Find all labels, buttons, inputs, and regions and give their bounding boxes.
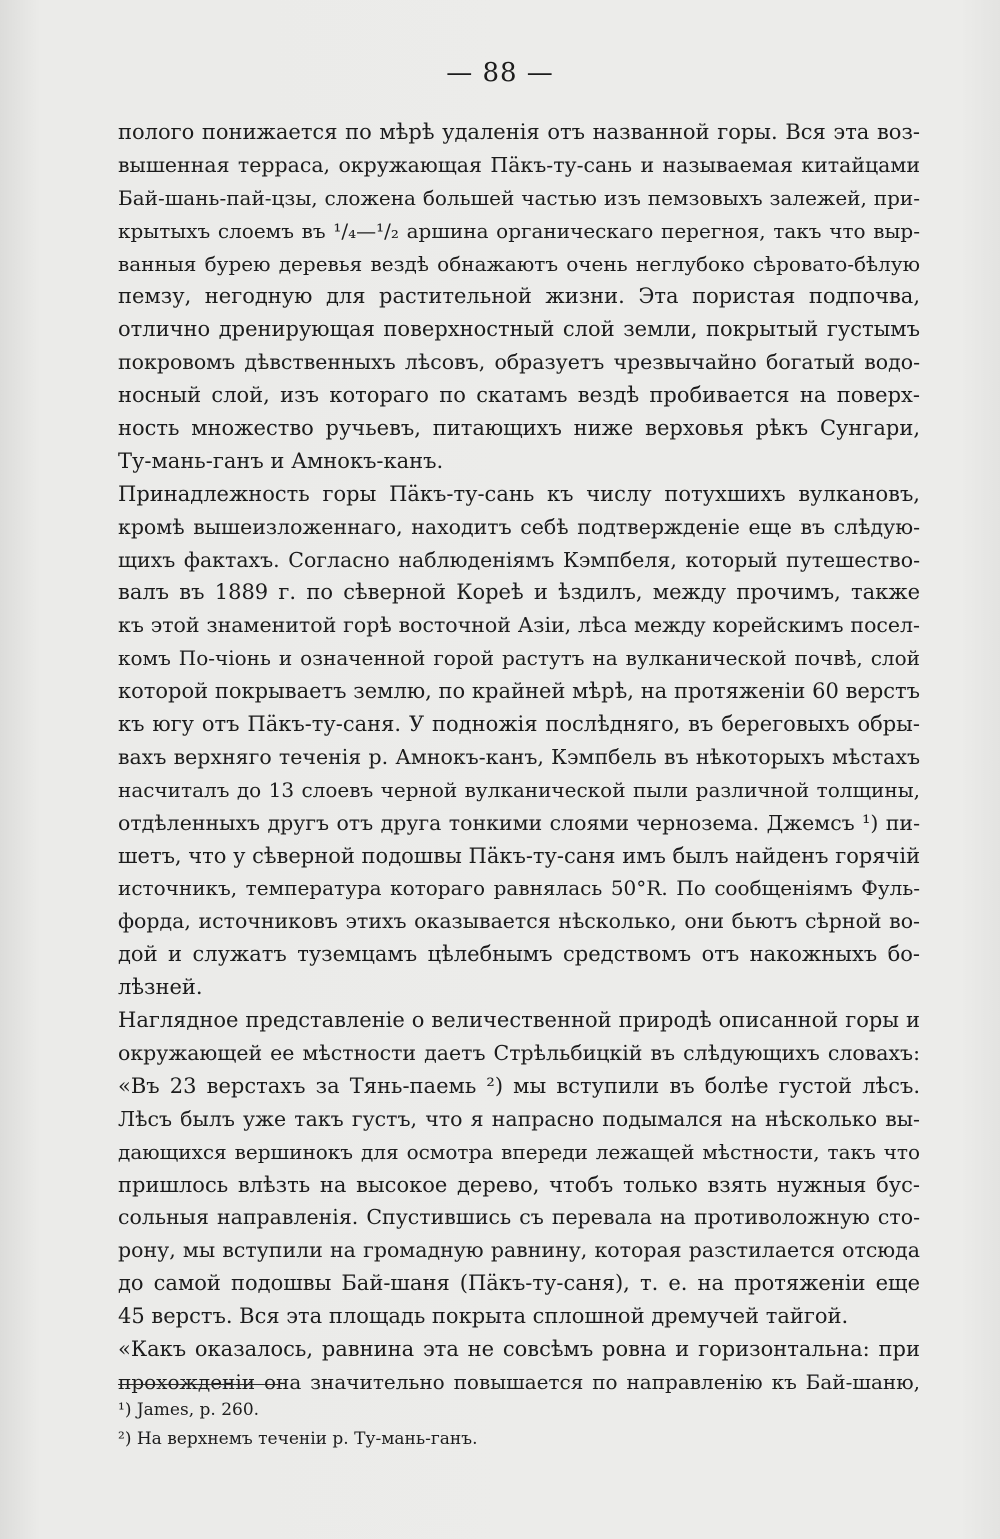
text-line: лѣзней. bbox=[118, 975, 203, 1000]
text-line: сольныя направленія. Спустившись съ перевала на противоложную сто- bbox=[118, 1205, 920, 1230]
text-line: пемзу, негодную для растительной жизни. Эта пористая подпочва, bbox=[118, 284, 920, 309]
text-line: ванныя бурею деревья вездѣ обнажаютъ очень неглубоко сѣровато-бѣлую bbox=[118, 251, 920, 276]
text-line: «Какъ оказалось, равнина эта не совсѣмъ ровна и горизонтальна: при bbox=[118, 1336, 920, 1361]
text-line: пологo понижается по мѣрѣ удаленія отъ названной горы. Вся эта воз- bbox=[118, 120, 920, 144]
text-line: къ югу отъ Пӓкъ-ту-саня. У подножія послѣдняго, въ береговыхъ обры- bbox=[118, 712, 920, 737]
text-line: «Въ 23 верстахъ за Тянь-паемь ²) мы вступили въ болѣе густой лѣсъ. bbox=[118, 1073, 920, 1098]
footnote-divider bbox=[118, 1384, 278, 1385]
text-line: Ту-мань-ганъ и Амнокъ-канъ. bbox=[118, 448, 444, 473]
footnotes bbox=[118, 1396, 918, 1454]
text-line: насчиталъ до 13 слоевъ черной вулканической пыли различной толщины, bbox=[118, 777, 920, 802]
text-line: отдѣленныхъ другъ отъ друга тонкими слоями чернозема. Джемсъ ¹) пи- bbox=[118, 810, 920, 835]
footnote: ²) На верхнемъ теченіи р. Ту-мань-ганъ. bbox=[118, 1429, 478, 1449]
text-line: отлично дренирующая поверхностный слой земли, покрытый густымъ bbox=[118, 317, 920, 342]
text-line: къ этой знаменитой горѣ восточной Азіи, лѣса между корейскимъ посел- bbox=[118, 613, 920, 638]
text-line: до самой подошвы Бай-шаня (Пӓкъ-ту-саня), т. е. на протяженіи еще bbox=[118, 1271, 920, 1296]
text-line: покровомъ дѣвственныхъ лѣсовъ, образуетъ чрезвычайно богатый водо- bbox=[118, 350, 920, 375]
text-line: Лѣсъ былъ уже такъ густъ, что я напрасно подымался на нѣсколько вы- bbox=[118, 1106, 920, 1131]
text-line: кромѣ вышеизложеннаго, находитъ себѣ подтвержденіе еще въ слѣдую- bbox=[118, 514, 920, 539]
text-line: комъ По-чіонь и означенной горой растутъ на вулканической почвѣ, слой bbox=[118, 646, 920, 671]
text-line: окружающей ее мѣстности даетъ Стрѣльбицкій въ слѣдующихъ словахъ: bbox=[118, 1040, 920, 1065]
text-line: форда, источниковъ этихъ оказывается нѣсколько, они бьютъ сѣрной во- bbox=[118, 909, 920, 934]
text-line: которой покрываетъ землю, по крайней мѣрѣ, на протяженіи 60 верстъ bbox=[118, 679, 920, 704]
footnote: ¹) James, p. 260. bbox=[118, 1400, 260, 1420]
text-line: дой и служатъ туземцамъ цѣлебнымъ средствомъ отъ накожныхъ бо- bbox=[118, 942, 920, 967]
text-line: Бай-шань-пай-цзы, сложена большей частью изъ пемзовыхъ залежей, при- bbox=[118, 185, 920, 210]
body-text bbox=[118, 116, 920, 1399]
text-line: 45 верстъ. Вся эта площадь покрыта сплошной дремучей тайгой. bbox=[118, 1304, 849, 1329]
text-line: пришлось влѣзть на высокое дерево, чтобъ только взять нужныя бус- bbox=[118, 1172, 920, 1197]
text-line: источникъ, температура котораго равнялась 50°R. По сообщеніямъ Фуль- bbox=[118, 876, 920, 901]
text-line: крытыхъ слоемъ въ ¹/₄—¹/₂ аршина органическаго перегноя, такъ что выр- bbox=[118, 218, 920, 243]
text-line: вышенная терраса, окружающая Пӓкъ-ту-сань и называемая китайцами bbox=[118, 152, 920, 177]
text-line: валъ въ 1889 г. по сѣверной Кореѣ и ѣздилъ, между прочимъ, также bbox=[118, 580, 920, 605]
text-line: Принадлежность горы Пӓкъ-ту-сань къ числу потухшихъ вулкановъ, bbox=[118, 481, 920, 506]
page-number: — 88 — bbox=[446, 58, 554, 88]
text-line: щихъ фактахъ. Согласно наблюденіямъ Кэмпбеля, который путешество- bbox=[118, 547, 920, 572]
text-line: шетъ, что у сѣверной подошвы Пӓкъ-ту-саня имъ былъ найденъ горячій bbox=[118, 843, 920, 868]
text-line: ность множество ручьевъ, питающихъ ниже верховья рѣкъ Сунгари, bbox=[118, 416, 920, 441]
text-line: Наглядное представленіе о величественной природѣ описанной горы и bbox=[118, 1008, 920, 1033]
text-line: носный слой, изъ котораго по скатамъ вездѣ пробивается на поверх- bbox=[118, 383, 920, 408]
text-line: дающихся вершинокъ для осмотра впереди лежащей мѣстности, такъ что bbox=[118, 1139, 920, 1164]
text-line: прохожденіи она значительно повышается по направленію къ Бай-шаню, bbox=[118, 1369, 920, 1394]
text-line: вахъ верхняго теченія р. Амнокъ-канъ, Кэмпбель въ нѣкоторыхъ мѣстахъ bbox=[118, 744, 920, 769]
text-line: рону, мы вступили на громадную равнину, которая разстилается отсюда bbox=[118, 1238, 920, 1263]
